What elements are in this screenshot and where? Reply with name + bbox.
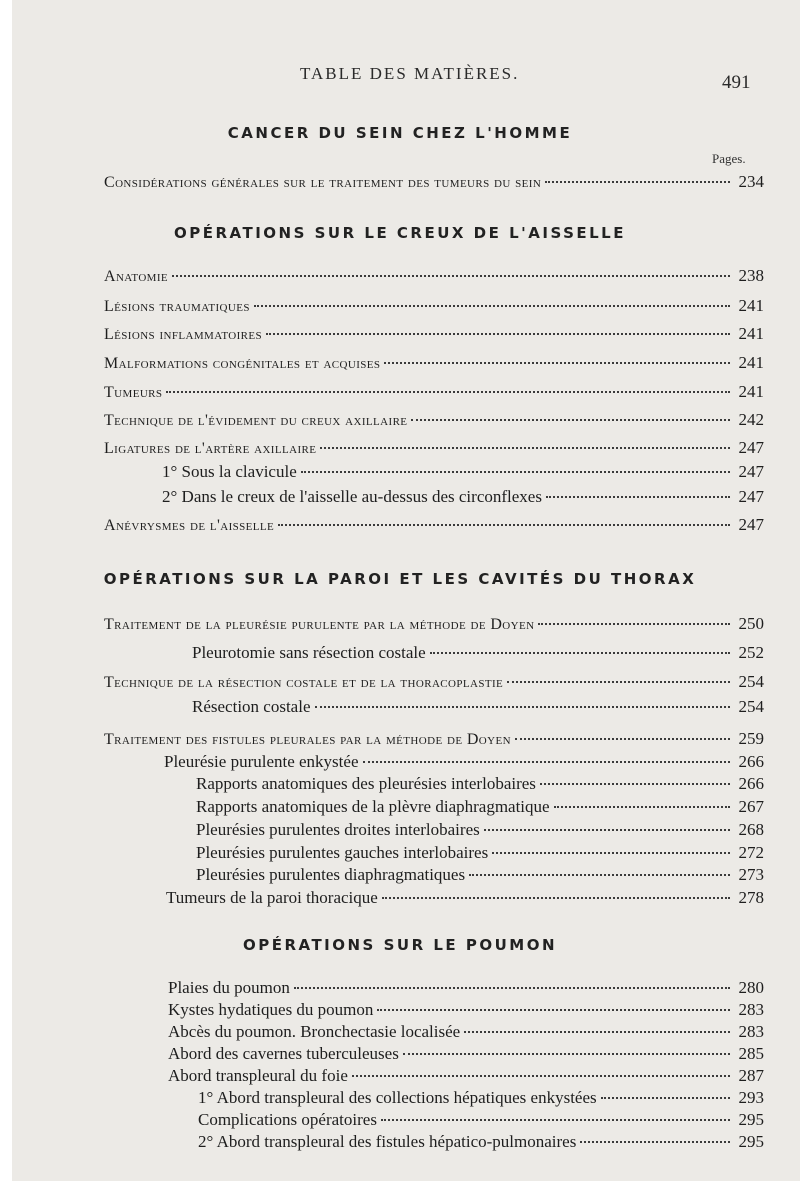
toc-entry: Complications opératoires 295 [198,1110,764,1129]
toc-entry: 2° Dans le creux de l'aisselle au-dessus des circonflexes 247 [162,487,764,506]
section-heading: OPÉRATIONS SUR LE POUMON [242,936,558,954]
toc-entry: Abord transpleural du foie 287 [168,1066,764,1085]
toc-entry: Technique de la résection costale et de la thoracoplastie 254 [104,672,764,691]
toc-entry: Résection costale 254 [192,697,764,716]
toc-entry: Abcès du poumon. Bronchectasie localisée 283 [168,1022,764,1041]
page-number: 491 [722,72,751,93]
toc-entry: Rapports anatomiques des pleurésies interlobaires 266 [196,774,764,793]
toc-entry: Lésions inflammatoires 241 [104,324,764,343]
pages-column-label: Pages. [712,151,746,166]
toc-entry: Pleurésies purulentes droites interlobaires 268 [196,820,764,839]
toc-entry: Tumeurs de la paroi thoracique 278 [166,888,764,907]
toc-entry: Plaies du poumon 280 [168,978,764,997]
section-heading: OPÉRATIONS SUR LE CREUX DE L'AISSELLE [174,224,626,242]
toc-entry: Pleurotomie sans résection costale 252 [192,643,764,662]
section-heading: CANCER DU SEIN CHEZ L'HOMME [227,124,573,142]
toc-entry: Pleurésie purulente enkystée 266 [164,752,764,771]
toc-entry: Considérations générales sur le traitement des tumeurs du sein 234 [104,172,764,191]
section-heading: OPÉRATIONS SUR LA PAROI ET LES CAVITÉS DU THORAX [103,570,697,588]
toc-entry: Abord des cavernes tuberculeuses 285 [168,1044,764,1063]
toc-entry: Lésions traumatiques 241 [104,296,764,315]
toc-entry: Rapports anatomiques de la plèvre diaphragmatique 267 [196,797,764,816]
toc-entry: Technique de l'évidement du creux axillaire 242 [104,410,764,429]
toc-entry: Tumeurs 241 [104,382,764,401]
toc-entry: Traitement de la pleurésie purulente par la méthode de Doyen 250 [104,614,764,633]
toc-entry: Kystes hydatiques du poumon 283 [168,1000,764,1019]
toc-entry: Anatomie 238 [104,266,764,285]
toc-entry: Anévrysmes de l'aisselle 247 [104,515,764,534]
toc-entry: Malformations congénitales et acquises 241 [104,353,764,372]
toc-entry: 2° Abord transpleural des fistules hépatico-pulmonaires 295 [198,1132,764,1151]
running-title: TABLE DES MATIÈRES. [300,64,520,83]
toc-entry: 1° Abord transpleural des collections hépatiques enkystées 293 [198,1088,764,1107]
toc-entry: Traitement des fistules pleurales par la méthode de Doyen 259 [104,729,764,748]
toc-entry: Ligatures de l'artère axillaire 247 [104,438,764,457]
toc-entry: 1° Sous la clavicule 247 [162,462,764,481]
toc-entry: Pleurésies purulentes gauches interlobaires 272 [196,843,764,862]
toc-entry: Pleurésies purulentes diaphragmatiques 273 [196,865,764,884]
